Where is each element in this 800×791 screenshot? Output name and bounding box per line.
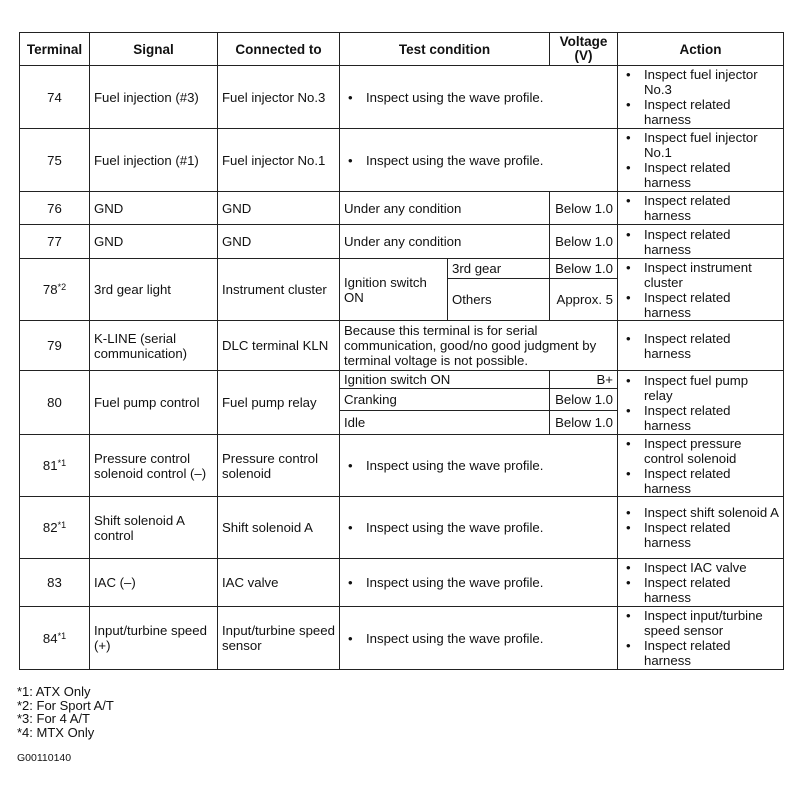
connected-cell: GND (218, 192, 340, 225)
action-item: • Inspect fuel injector No.3 (626, 67, 779, 97)
header-action: Action (618, 33, 784, 66)
voltage-cell: B+ (550, 371, 618, 389)
test-item: • Inspect using the wave profile. (348, 153, 613, 168)
action-cell (618, 192, 784, 225)
action-item: • Inspect related harness (626, 227, 779, 257)
footnotes (17, 685, 114, 739)
connected-cell: Fuel pump relay (218, 371, 340, 435)
test-cell: Because this terminal is for serial communication, good/no good judgment by terminal voltage is not possible. (340, 321, 618, 371)
signal-cell: GND (90, 192, 218, 225)
header-voltage: Voltage (V) (550, 33, 618, 66)
terminal-cell: 76 (20, 192, 90, 225)
terminal-cell: 80 (20, 371, 90, 435)
action-item: • Inspect related harness (626, 403, 779, 433)
connected-cell: IAC valve (218, 559, 340, 607)
table-row (20, 371, 784, 389)
terminal-cell: 75 (20, 129, 90, 192)
header-row (20, 33, 784, 66)
table-row (20, 321, 784, 371)
table-row (20, 497, 784, 559)
action-item: • Inspect shift solenoid A (626, 505, 779, 520)
terminal-cell (20, 497, 90, 559)
test-item: • Inspect using the wave profile. (348, 520, 613, 535)
terminal-footnote-mark: *1 (57, 630, 67, 641)
action-item: • Inspect related harness (626, 331, 779, 361)
connected-cell: GND (218, 225, 340, 259)
action-item: • Inspect related harness (626, 97, 779, 127)
voltage-cell: Below 1.0 (550, 389, 618, 411)
action-cell (618, 371, 784, 435)
connected-cell: Instrument cluster (218, 259, 340, 321)
action-item: • Inspect instrument cluster (626, 260, 779, 290)
sub-condition-cell: 3rd gear (448, 259, 550, 279)
voltage-cell: Below 1.0 (550, 192, 618, 225)
signal-cell: Fuel injection (#3) (90, 66, 218, 129)
action-item: • Inspect related harness (626, 520, 779, 550)
connected-cell: Pressure control solenoid (218, 435, 340, 497)
connected-cell: DLC terminal KLN (218, 321, 340, 371)
signal-cell: Fuel pump control (90, 371, 218, 435)
action-item: • Inspect related harness (626, 290, 779, 320)
signal-cell: Pressure control solenoid control (–) (90, 435, 218, 497)
signal-cell: 3rd gear light (90, 259, 218, 321)
footnote: *4: MTX Only (17, 724, 95, 740)
action-item: • Inspect related harness (626, 638, 779, 668)
connected-cell: Fuel injector No.1 (218, 129, 340, 192)
terminal-cell (20, 259, 90, 321)
test-cell (340, 129, 618, 192)
action-cell (618, 435, 784, 497)
signal-cell: GND (90, 225, 218, 259)
test-item: • Inspect using the wave profile. (348, 90, 613, 105)
signal-cell: Fuel injection (#1) (90, 129, 218, 192)
table-row (20, 559, 784, 607)
action-cell (618, 559, 784, 607)
action-item: • Inspect fuel injector No.1 (626, 130, 779, 160)
action-item: • Inspect related harness (626, 575, 779, 605)
table-row (20, 607, 784, 670)
test-cell (340, 435, 618, 497)
footnote: *2: For Sport A/T (17, 697, 114, 713)
figure-code: G00110140 (17, 752, 72, 764)
connected-cell: Shift solenoid A (218, 497, 340, 559)
table-row (20, 66, 784, 129)
action-item: • Inspect related harness (626, 160, 779, 190)
terminal-number: 84 (42, 630, 58, 646)
action-item: • Inspect related harness (626, 466, 779, 496)
test-cell (340, 607, 618, 670)
test-item: • Inspect using the wave profile. (348, 458, 613, 473)
action-cell (618, 259, 784, 321)
test-cell: Ignition switch ON (340, 371, 550, 389)
test-cell (340, 497, 618, 559)
table-row (20, 259, 784, 279)
header-connected-to: Connected to (218, 33, 340, 66)
action-cell (618, 66, 784, 129)
action-item: • Inspect input/turbine speed sensor (626, 608, 779, 638)
action-cell (618, 607, 784, 670)
sub-condition-cell: Others (448, 279, 550, 321)
test-main-cell: Ignition switch ON (340, 259, 448, 321)
footnote: *1: ATX Only (17, 684, 91, 699)
action-cell (618, 129, 784, 192)
footnote: *3: For 4 A/T (17, 711, 90, 726)
terminal-cell (20, 435, 90, 497)
test-cell: Idle (340, 411, 550, 435)
voltage-cell: Below 1.0 (550, 225, 618, 259)
terminal-footnote-mark: *2 (57, 282, 67, 292)
connected-cell: Input/turbine speed sensor (218, 607, 340, 670)
terminal-number: 78 (42, 282, 58, 297)
signal-cell: K-LINE (serial communication) (90, 321, 218, 371)
action-item: • Inspect related harness (626, 193, 779, 223)
header-test-condition: Test condition (340, 33, 550, 66)
terminal-cell (20, 607, 90, 670)
header-signal: Signal (90, 33, 218, 66)
terminal-number: 82 (42, 520, 58, 535)
action-cell (618, 497, 784, 559)
terminal-number: 81 (42, 458, 58, 473)
test-cell: Cranking (340, 389, 550, 411)
voltage-cell: Below 1.0 (550, 411, 618, 435)
test-cell: Under any condition (340, 192, 550, 225)
connected-cell: Fuel injector No.3 (218, 66, 340, 129)
voltage-cell: Below 1.0 (550, 259, 618, 279)
voltage-cell: Approx. 5 (550, 279, 618, 321)
table-row (20, 129, 784, 192)
table-row (20, 225, 784, 259)
test-item: • Inspect using the wave profile. (348, 631, 613, 646)
terminal-table (19, 32, 784, 670)
action-item: • Inspect pressure control solenoid (626, 436, 779, 466)
action-cell (618, 225, 784, 259)
terminal-footnote-mark: *1 (57, 458, 67, 468)
table-row (20, 435, 784, 497)
test-item: • Inspect using the wave profile. (348, 575, 613, 590)
test-cell: Under any condition (340, 225, 550, 259)
signal-cell: Input/turbine speed (+) (90, 607, 218, 670)
signal-cell: Shift solenoid A control (90, 497, 218, 559)
test-cell (340, 66, 618, 129)
terminal-cell: 77 (20, 225, 90, 259)
terminal-footnote-mark: *1 (57, 520, 67, 530)
action-item: • Inspect IAC valve (626, 560, 779, 575)
signal-cell: IAC (–) (90, 559, 218, 607)
terminal-cell: 79 (20, 321, 90, 371)
action-item: • Inspect fuel pump relay (626, 373, 779, 403)
terminal-cell: 74 (20, 66, 90, 129)
terminal-cell: 83 (20, 559, 90, 607)
table-row (20, 192, 784, 225)
action-cell (618, 321, 784, 371)
test-cell (340, 559, 618, 607)
header-terminal: Terminal (20, 33, 90, 66)
